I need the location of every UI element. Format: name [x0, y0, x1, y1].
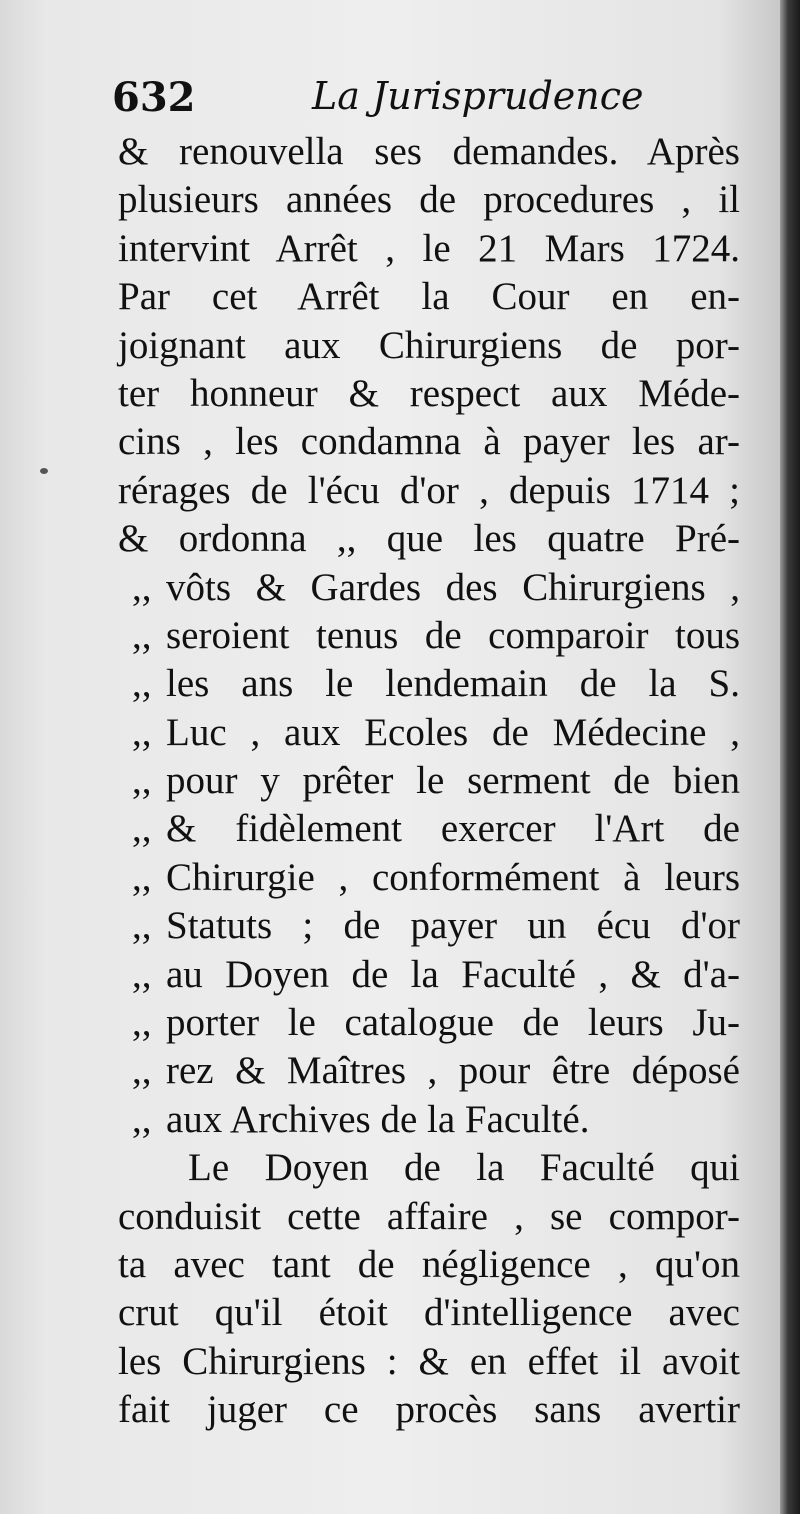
quoted-line — [118, 757, 740, 805]
text-line: conduisit cette affaire , se compor- — [118, 1194, 740, 1238]
quoted-line — [118, 902, 740, 950]
quoted-line — [118, 612, 740, 660]
quote-mark: ,, — [132, 1097, 152, 1141]
text-line: fait juger ce procès sans avertir — [118, 1388, 740, 1432]
quoted-line — [118, 1096, 740, 1144]
quote-mark: ,, — [132, 565, 152, 609]
quoted-text: rez & Maîtres , pour être déposé — [166, 1049, 740, 1093]
quoted-line — [118, 709, 740, 757]
running-title: La Jurisprudence — [312, 74, 644, 118]
quoted-text: au Doyen de la Faculté , & d'a- — [166, 952, 740, 996]
page-edge-shadow — [780, 0, 800, 1514]
quoted-line — [118, 951, 740, 999]
text-line: les Chirurgiens : & en effet il avoit — [118, 1339, 740, 1383]
quote-mark: ,, — [132, 662, 152, 706]
quoted-text: pour y prêter le serment de bien — [166, 759, 740, 803]
quoted-text: Chirurgie , conformément à leurs — [166, 855, 740, 899]
text-line: crut qu'il étoit d'intelligence avec — [118, 1291, 740, 1335]
body-text — [118, 128, 740, 1435]
text-line: & ordonna ,, que les quatre Pré- — [118, 517, 740, 561]
text-line: rérages de l'écu d'or , depuis 1714 ; — [118, 468, 740, 512]
quote-mark: ,, — [132, 952, 152, 996]
quoted-line — [118, 999, 740, 1047]
text-line: cins , les condamna à payer les ar- — [118, 420, 740, 464]
quote-mark: ,, — [132, 710, 152, 754]
text-line: Par cet Arrêt la Cour en en- — [118, 275, 740, 319]
quoted-line — [118, 660, 740, 708]
text-line: ter honneur & respect aux Méde- — [118, 371, 740, 415]
quoted-text: aux Archives de la Faculté. — [166, 1097, 590, 1141]
text-line: plusieurs années de procedures , il — [118, 178, 740, 222]
quote-mark: ,, — [132, 1001, 152, 1045]
ink-spot — [40, 468, 48, 474]
page-number: 632 — [112, 74, 196, 121]
text-line: & renouvella ses demandes. Après — [118, 130, 740, 173]
quoted-text: Luc , aux Ecoles de Médecine , — [166, 710, 740, 754]
quoted-line — [118, 805, 740, 853]
quoted-text: & fidèlement exercer l'Art de — [166, 807, 740, 851]
quote-mark: ,, — [132, 807, 152, 851]
text-line: joignant aux Chirurgiens de por- — [118, 323, 740, 367]
paragraph-first-line: Le Doyen de la Faculté qui — [188, 1146, 740, 1190]
quoted-text: les ans le lendemain de la S. — [166, 662, 740, 706]
quoted-line — [118, 1047, 740, 1095]
quote-mark: ,, — [132, 759, 152, 803]
quote-mark: ,, — [132, 613, 152, 657]
quote-mark: ,, — [132, 855, 152, 899]
quoted-text: vôts & Gardes des Chirurgiens , — [166, 565, 740, 609]
quoted-text: porter le catalogue de leurs Ju- — [166, 1001, 740, 1045]
page-header — [112, 74, 672, 134]
quoted-text: Statuts ; de payer un écu d'or — [166, 904, 740, 948]
text-line: ta avec tant de négligence , qu'on — [118, 1242, 740, 1286]
text-line: intervint Arrêt , le 21 Mars 1724. — [118, 226, 740, 270]
quote-mark: ,, — [132, 1049, 152, 1093]
quoted-line — [118, 854, 740, 902]
quoted-line — [118, 564, 740, 612]
quote-mark: ,, — [132, 904, 152, 948]
quoted-text: seroient tenus de comparoir tous — [166, 613, 740, 657]
